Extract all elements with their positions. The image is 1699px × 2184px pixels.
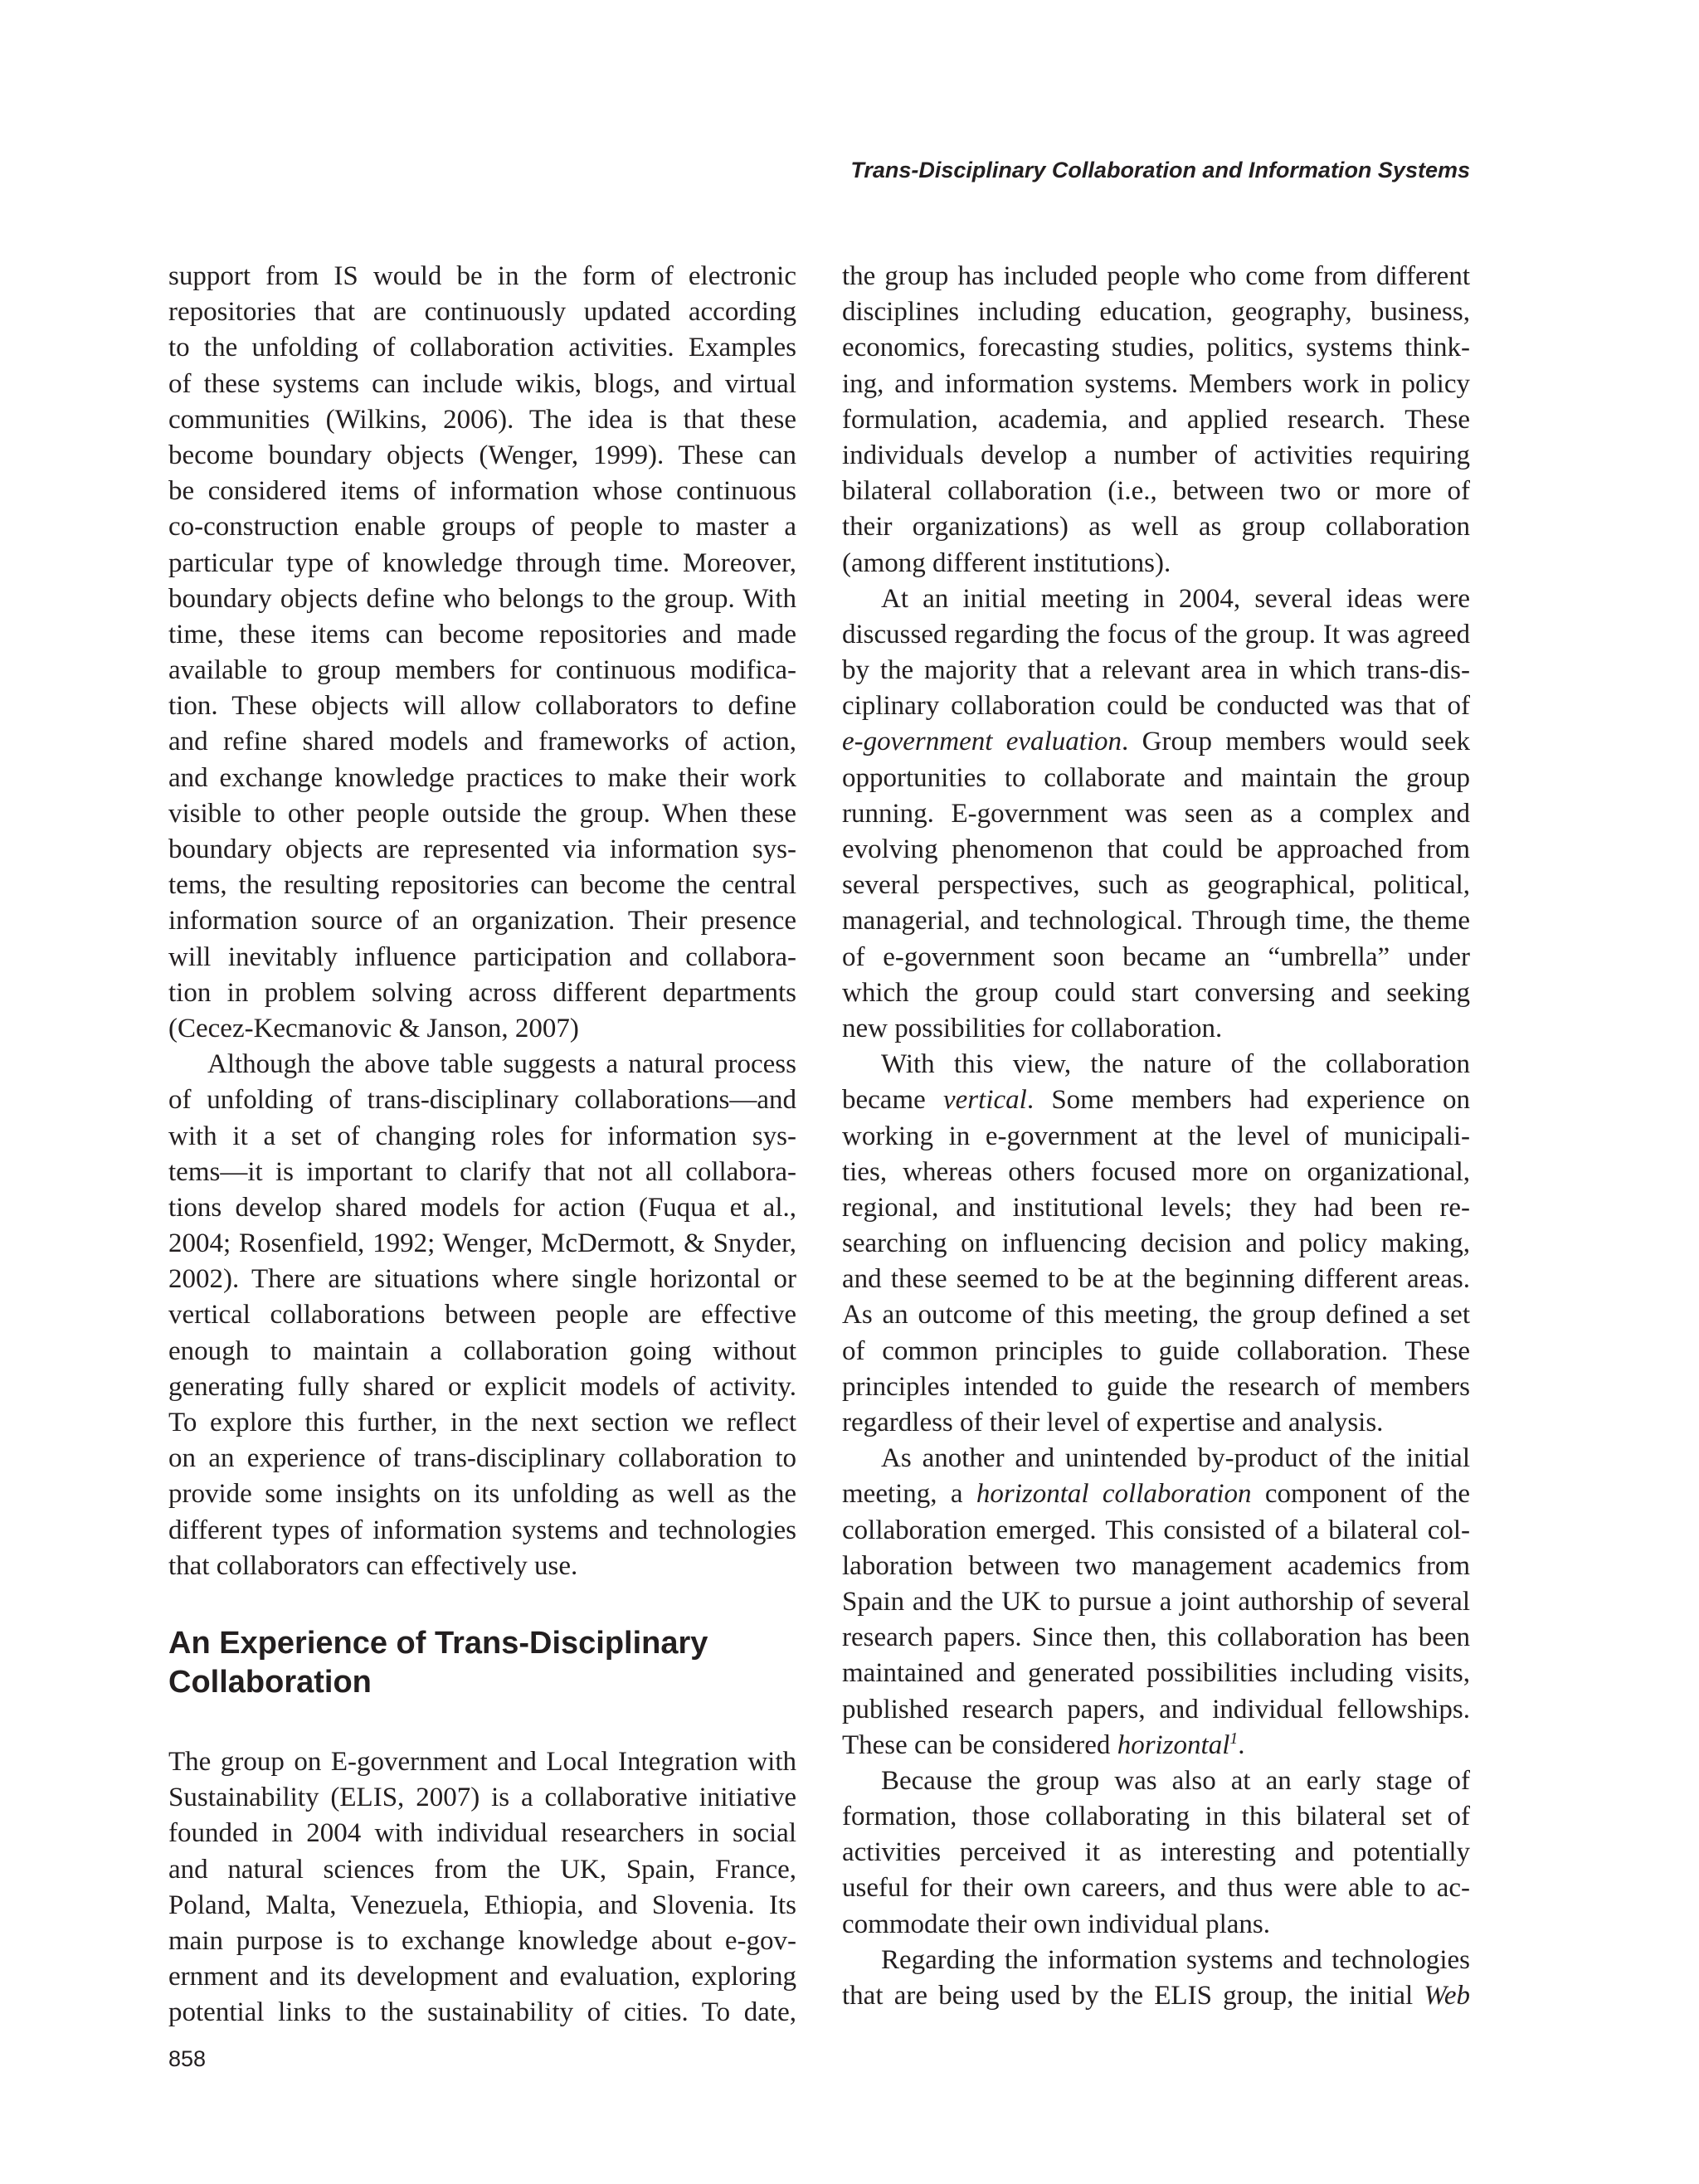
text-line: collaboration emerged. This consisted of a bilateral col- — [842, 1515, 1470, 1545]
text-line: will inevitably influence participation and collabora- — [168, 941, 796, 972]
text-line: enough to maintain a collaboration going without — [168, 1335, 796, 1366]
text-line — [842, 1082, 1470, 1118]
paragraph-although — [168, 1047, 796, 1584]
text-line: ing, and information systems. Members work in policy — [842, 368, 1470, 399]
text-line: their organizations) as well as group collaboration — [842, 512, 1470, 542]
text-line: time, these items can become repositories and made — [168, 619, 796, 649]
text-line — [842, 1476, 1470, 1512]
text-line: ties, whereas others focused more on organizational, — [842, 1156, 1470, 1187]
text-line: ernment and its development and evaluation, exploring — [168, 1962, 796, 1992]
paragraph-vertical — [842, 1047, 1470, 1441]
text-line: managerial, and technological. Through time, the theme — [842, 906, 1470, 936]
paragraph-information-systems — [842, 1943, 1470, 2014]
paragraph-support-from-is — [168, 259, 796, 1047]
text-line: formulation, academia, and applied research. These — [842, 404, 1470, 435]
text-line: on an experience of trans-disciplinary collaboration to — [168, 1443, 796, 1474]
text-line: 2004; Rosenfield, 1992; Wenger, McDermott, & Snyder, — [168, 1228, 796, 1259]
emphasis-term: e-government evaluation — [842, 727, 1122, 757]
text-fragment: . Some members had experience on — [1026, 1085, 1470, 1116]
emphasis-term: vertical — [943, 1085, 1027, 1116]
heading-line: Collaboration — [168, 1664, 372, 1700]
text-line: searching on influencing decision and policy making, — [842, 1228, 1470, 1259]
text-line: working in e-government at the level of municipali- — [842, 1121, 1470, 1151]
section-heading — [168, 1624, 796, 1702]
text-line: generating fully shared or explicit models of activity. — [168, 1371, 796, 1402]
text-line: To explore this further, in the next section we reflect — [168, 1408, 796, 1437]
left-column — [168, 259, 796, 2031]
text-line: bilateral collaboration (i.e., between two or more of — [842, 476, 1470, 507]
text-line: disciplines including education, geography, business, — [842, 297, 1470, 328]
text-line: regardless of their level of expertise and analysis. — [842, 1408, 1384, 1437]
paragraph-group-members — [842, 259, 1470, 581]
footnote-number: 1 — [1229, 1729, 1239, 1748]
text-line: the group has included people who come from different — [842, 261, 1470, 291]
text-line: Poland, Malta, Venezuela, Ethiopia, and Slovenia. Its — [168, 1890, 796, 1920]
heading-line: An Experience of Trans-Disciplinary — [168, 1625, 708, 1661]
text-line: tion in problem solving across different departments — [168, 977, 796, 1008]
text-line: main purpose is to exchange knowledge about e-gov- — [168, 1925, 796, 1956]
text-line — [842, 1978, 1470, 2014]
emphasis-term: horizontal — [1117, 1729, 1230, 1760]
text-line: ciplinary collaboration could be conducted was that of — [842, 691, 1470, 722]
text-line: economics, forecasting studies, politics, systems think- — [842, 333, 1470, 363]
text-line: and exchange knowledge practices to make their work — [168, 762, 796, 793]
text-line: principles intended to guide the research of members — [842, 1371, 1470, 1402]
text-line: tion. These objects will allow collaborators to define — [168, 691, 796, 722]
text-line: be considered items of information whose continuous — [168, 476, 796, 507]
text-line: different types of information systems and technologies — [168, 1515, 796, 1545]
text-line: With this view, the nature of the collaboration — [881, 1049, 1470, 1080]
text-line: new possibilities for collaboration. — [842, 1013, 1223, 1043]
emphasis-term: Web — [1424, 1981, 1470, 2011]
paragraph-horizontal — [842, 1441, 1470, 1763]
text-line: Although the above table suggests a natural process — [207, 1049, 796, 1080]
text-line: Regarding the information systems and technologies — [881, 1944, 1470, 1975]
text-line: co-construction enable groups of people to master a — [168, 512, 796, 542]
text-line: and natural sciences from the UK, Spain, France, — [168, 1854, 796, 1885]
text-line: founded in 2004 with individual researchers in social — [168, 1818, 796, 1849]
text-line: (Cecez-Kecmanovic & Janson, 2007) — [168, 1013, 579, 1043]
text-line: Because the group was also at an early stage of — [881, 1765, 1470, 1796]
text-line — [842, 724, 1470, 760]
text-line: useful for their own careers, and thus were able to ac- — [842, 1873, 1470, 1904]
text-line: running. E-government was seen as a complex and — [842, 798, 1470, 829]
text-line: discussed regarding the focus of the group. It was agreed — [842, 619, 1470, 649]
text-line: regional, and institutional levels; they had been re- — [842, 1192, 1470, 1223]
text-line: At an initial meeting in 2004, several ideas were — [881, 583, 1470, 614]
text-line: maintained and generated possibilities including visits, — [842, 1658, 1470, 1689]
text-line: of e-government soon became an “umbrella” under — [842, 941, 1470, 972]
text-line: of unfolding of trans-disciplinary collaborations—and — [168, 1085, 796, 1116]
text-line: particular type of knowledge through time. Moreover, — [168, 547, 796, 578]
text-fragment: became — [842, 1085, 944, 1116]
text-line: boundary objects are represented via information sys- — [168, 834, 796, 864]
text-line: published research papers, and individual fellowships. — [842, 1694, 1470, 1724]
text-line: commodate their own individual plans. — [842, 1909, 1270, 1939]
text-line: As another and unintended by-product of the initial — [881, 1443, 1470, 1474]
text-line: Sustainability (ELIS, 2007) is a collaborative initiative — [168, 1783, 796, 1813]
text-line: which the group could start conversing and seeking — [842, 977, 1470, 1008]
text-line: that collaborators can effectively use. — [168, 1550, 578, 1581]
text-line: become boundary objects (Wenger, 1999). These can — [168, 440, 796, 470]
text-line: with it a set of changing roles for information sys- — [168, 1121, 796, 1151]
text-line: formation, those collaborating in this bilateral set of — [842, 1802, 1470, 1832]
text-line: boundary objects define who belongs to the group. With — [168, 583, 796, 614]
text-line: communities (Wilkins, 2006). The idea is that these — [168, 404, 796, 435]
text-line: of common principles to guide collaboration. These — [842, 1335, 1470, 1366]
text-fragment: that are being used by the ELIS group, the initial — [842, 1981, 1424, 2011]
emphasis-term: horizontal collaboration — [976, 1479, 1252, 1510]
right-column — [842, 259, 1470, 2014]
text-fragment: component of the — [1251, 1479, 1470, 1510]
page-number: 858 — [168, 2046, 207, 2071]
text-line: 2002). There are situations where single horizontal or — [168, 1264, 796, 1295]
text-fragment: These can be considered — [842, 1729, 1117, 1760]
text-fragment: . Group members would seek — [1122, 727, 1470, 757]
text-line: repositories that are continuously updated according — [168, 297, 796, 328]
text-line: individuals develop a number of activities requiring — [842, 440, 1470, 470]
paragraph-early-stage — [842, 1763, 1470, 1943]
text-line: several perspectives, such as geographical, political, — [842, 870, 1470, 901]
paragraph-elis-group — [168, 1744, 796, 2031]
text-line: by the majority that a relevant area in which trans-dis- — [842, 655, 1470, 686]
text-line: vertical collaborations between people are effective — [168, 1300, 796, 1330]
text-line — [842, 1728, 1470, 1763]
text-line: Spain and the UK to pursue a joint authorship of several — [842, 1586, 1470, 1617]
text-line: activities perceived it as interesting and potentially — [842, 1837, 1470, 1868]
text-line: tems, the resulting repositories can become the central — [168, 870, 796, 901]
text-line: support from IS would be in the form of electronic — [168, 261, 796, 291]
text-line: opportunities to collaborate and maintain the group — [842, 762, 1470, 793]
paragraph-initial-meeting — [842, 581, 1470, 1047]
text-fragment: meeting, a — [842, 1479, 976, 1510]
text-line: available to group members for continuous modifica- — [168, 655, 796, 686]
text-line: to the unfolding of collaboration activities. Examples — [168, 333, 796, 363]
footnote-ref — [1229, 1729, 1238, 1748]
text-line: laboration between two management academics from — [842, 1550, 1470, 1581]
running-head: Trans-Disciplinary Collaboration and Information Systems — [850, 158, 1470, 182]
text-line: As an outcome of this meeting, the group defined a set — [842, 1300, 1470, 1330]
text-line: evolving phenomenon that could be approached from — [842, 834, 1470, 864]
text-line: potential links to the sustainability of cities. To date, — [168, 1997, 796, 2028]
text-line: (among different institutions). — [842, 547, 1171, 578]
text-line: tems—it is important to clarify that not all collabora- — [168, 1156, 796, 1187]
text-line: of these systems can include wikis, blogs, and virtual — [168, 368, 796, 399]
text-line: provide some insights on its unfolding as well as the — [168, 1479, 796, 1510]
text-line: research papers. Since then, this collaboration has been — [842, 1622, 1470, 1653]
text-line: information source of an organization. Their presence — [168, 906, 796, 936]
text-line: The group on E-government and Local Integration with — [168, 1746, 796, 1777]
text-line: and refine shared models and frameworks of action, — [168, 727, 796, 757]
text-line: and these seemed to be at the beginning different areas. — [842, 1264, 1470, 1295]
text-line: visible to other people outside the group. When these — [168, 798, 796, 829]
text-line: tions develop shared models for action (Fuqua et al., — [168, 1192, 796, 1223]
text-fragment: . — [1238, 1729, 1245, 1760]
